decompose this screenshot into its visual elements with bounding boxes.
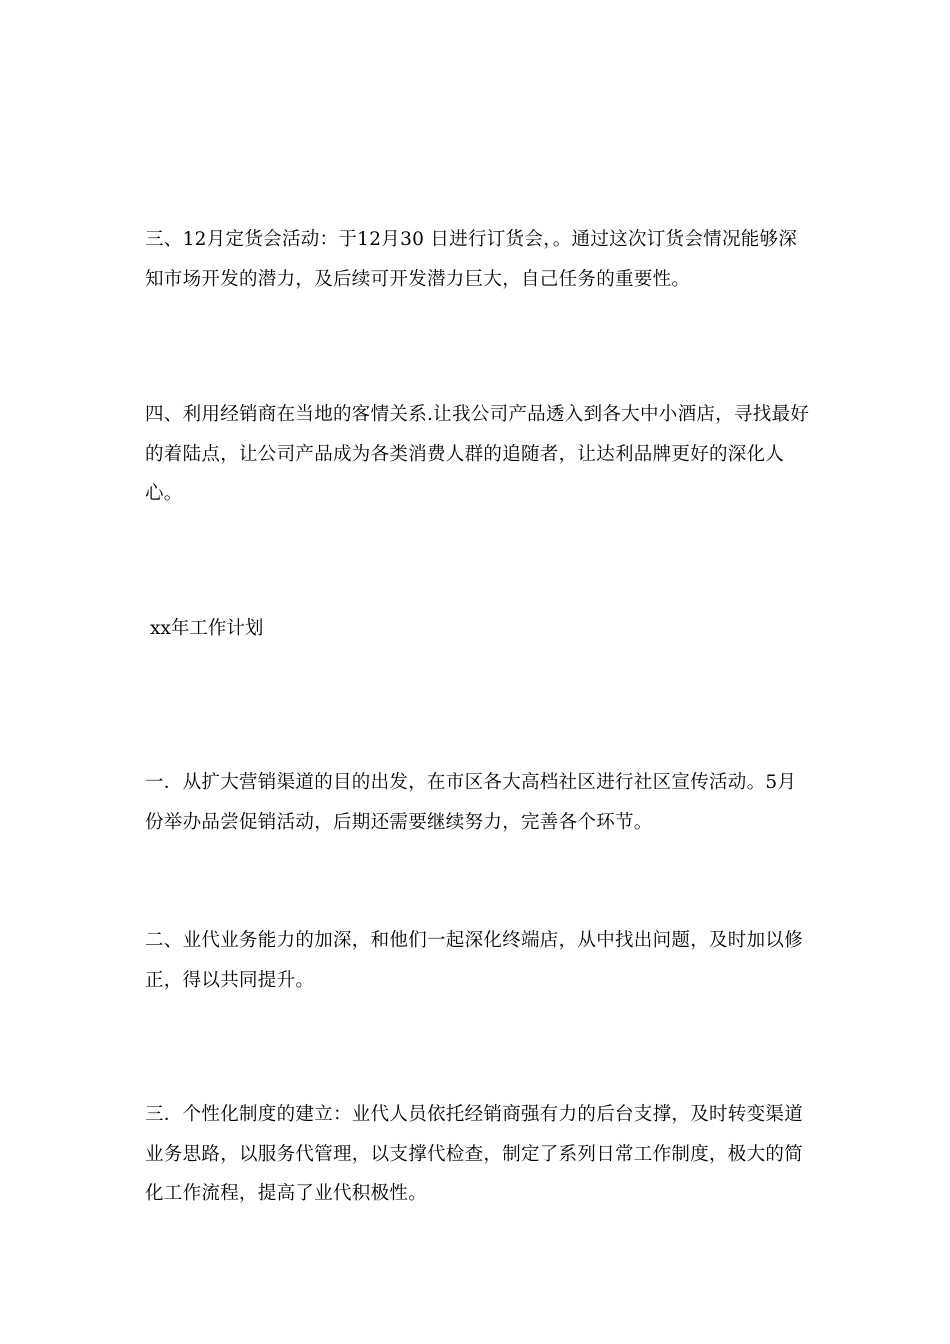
paragraph-personalized-system: 三．个性化制度的建立：业代人员依托经销商强有力的后台支撑，及时转变渠道业务思路，以服务代管理，以支撑代检查，制定了系列日常工作制度，极大的简化工作流程，提高了业代积极性。: [145, 1104, 804, 1204]
paragraph-distributor-relations: 四、利用经销商在当地的客情关系.让我公司产品透入到各大中小酒店，寻找最好的着陆点，让公司产品成为各类消费人群的追随者，让达利品牌更好的深化人心。: [145, 404, 810, 504]
section-heading-work-plan: xx年工作计划: [150, 618, 264, 639]
paragraph-agent-capability: 二、业代业务能力的加深，和他们一起深化终端店，从中找出问题，及时加以修正，得以共同提升。: [145, 930, 804, 991]
paragraph-marketing-channels: 一．从扩大营销渠道的目的出发，在市区各大高档社区进行社区宣传活动。5月份举办品尝促销活动，后期还需要继续努力，完善各个环节。: [145, 772, 797, 833]
paragraph-december-order-meeting: 三、12月定货会活动：于12月30 日进行订货会，。通过这次订货会情况能够深知市场开发的潜力，及后续可开发潜力巨大，自己任务的重要性。: [145, 229, 798, 290]
